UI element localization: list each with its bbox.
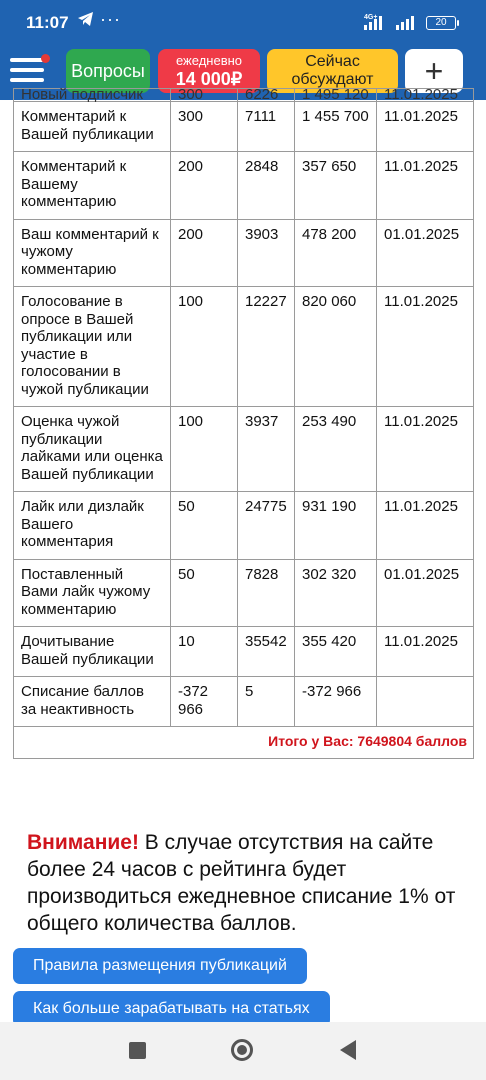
- table-cell: Поставленный Вами лайк чужому комментарию: [14, 559, 171, 627]
- table-cell: Комментарий к Вашему комментарию: [14, 152, 171, 220]
- points-table: [13, 88, 474, 759]
- table-cell: 6226: [238, 89, 295, 102]
- table-cell: [377, 677, 474, 727]
- table-cell: Списание баллов за неактивность: [14, 677, 171, 727]
- status-time: 11:07: [26, 13, 69, 32]
- back-icon[interactable]: [340, 1040, 356, 1060]
- table-cell: 7111: [238, 102, 295, 152]
- table-cell: 200: [171, 152, 238, 220]
- points-total: Итого у Вас: 7649804 баллов: [14, 727, 474, 759]
- table-row: [14, 152, 474, 220]
- telegram-icon: [78, 12, 94, 31]
- now-discussing-line1: Сейчас: [305, 53, 360, 70]
- signal-icon: [364, 12, 420, 37]
- add-post-button[interactable]: +: [405, 49, 463, 93]
- now-discussing-line2: обсуждают: [291, 71, 374, 88]
- table-cell: 11.01.2025: [377, 492, 474, 560]
- table-cell: Ваш комментарий к чужому комментарию: [14, 219, 171, 287]
- table-cell: 931 190: [295, 492, 377, 560]
- network-type: 4G+: [364, 14, 378, 21]
- table-cell: 1 495 120: [295, 89, 377, 102]
- table-cell: 300: [171, 89, 238, 102]
- table-row: [14, 102, 474, 152]
- battery-icon: 20: [426, 16, 456, 30]
- recent-apps-icon[interactable]: [129, 1042, 146, 1059]
- table-cell: 355 420: [295, 627, 377, 677]
- table-row-partial: [14, 89, 474, 102]
- table-cell: -372 966: [295, 677, 377, 727]
- publication-rules-button[interactable]: Правила размещения публикаций: [13, 948, 307, 984]
- table-cell: 100: [171, 287, 238, 407]
- table-cell: 3937: [238, 407, 295, 492]
- questions-button[interactable]: Вопросы: [66, 49, 150, 93]
- table-cell: Новый подписчик: [14, 89, 171, 102]
- table-cell: 300: [171, 102, 238, 152]
- table-cell: Оценка чужой публикации лайками или оценка Вашей публикации: [14, 407, 171, 492]
- hamburger-menu-icon[interactable]: [10, 56, 46, 86]
- table-row: [14, 219, 474, 287]
- table-cell: Дочитывание Вашей публикации: [14, 627, 171, 677]
- table-cell: 820 060: [295, 287, 377, 407]
- table-cell: 200: [171, 219, 238, 287]
- table-cell: 11.01.2025: [377, 407, 474, 492]
- table-cell: 01.01.2025: [377, 219, 474, 287]
- table-cell: 7828: [238, 559, 295, 627]
- table-cell: 11.01.2025: [377, 102, 474, 152]
- notice-warning-label: Внимание!: [27, 831, 139, 854]
- table-cell: 11.01.2025: [377, 627, 474, 677]
- inactivity-notice: [27, 829, 472, 937]
- table-cell: 11.01.2025: [377, 89, 474, 102]
- table-cell: 10: [171, 627, 238, 677]
- table-cell: 302 320: [295, 559, 377, 627]
- table-cell: 2848: [238, 152, 295, 220]
- table-cell: 478 200: [295, 219, 377, 287]
- table-cell: 35542: [238, 627, 295, 677]
- notice-text: В случае отсутствия на сайте более 24 часов с рейтинга будет производиться ежедневное списание 1% от общего количества баллов.: [27, 831, 456, 935]
- table-cell: 100: [171, 407, 238, 492]
- table-row: [14, 492, 474, 560]
- table-row: [14, 627, 474, 677]
- table-cell: 11.01.2025: [377, 287, 474, 407]
- daily-label: ежедневно: [175, 53, 243, 68]
- table-cell: 01.01.2025: [377, 559, 474, 627]
- table-cell: -372 966: [171, 677, 238, 727]
- table-cell: 253 490: [295, 407, 377, 492]
- table-cell: 5: [238, 677, 295, 727]
- page-content: [0, 86, 486, 1022]
- table-cell: Комментарий к Вашей публикации: [14, 102, 171, 152]
- status-bar: [0, 0, 486, 44]
- home-icon[interactable]: [231, 1039, 253, 1061]
- table-cell: 24775: [238, 492, 295, 560]
- table-row: [14, 677, 474, 727]
- table-cell: 50: [171, 559, 238, 627]
- table-row: [14, 559, 474, 627]
- table-cell: 50: [171, 492, 238, 560]
- earn-more-button[interactable]: Как больше зарабатывать на статьях: [13, 991, 330, 1027]
- table-cell: Лайк или дизлайк Вашего комментария: [14, 492, 171, 560]
- notification-dot: [41, 54, 50, 63]
- table-cell: 12227: [238, 287, 295, 407]
- table-cell: 3903: [238, 219, 295, 287]
- more-notifications-icon: ···: [100, 9, 121, 29]
- table-row: [14, 287, 474, 407]
- table-cell: 1 455 700: [295, 102, 377, 152]
- table-cell: Голосование в опросе в Вашей публикации или участие в голосовании в чужой публикации: [14, 287, 171, 407]
- system-nav-bar: [0, 1022, 486, 1080]
- table-cell: 357 650: [295, 152, 377, 220]
- daily-amount: 14 000₽: [175, 69, 243, 89]
- table-cell: 11.01.2025: [377, 152, 474, 220]
- table-row: [14, 407, 474, 492]
